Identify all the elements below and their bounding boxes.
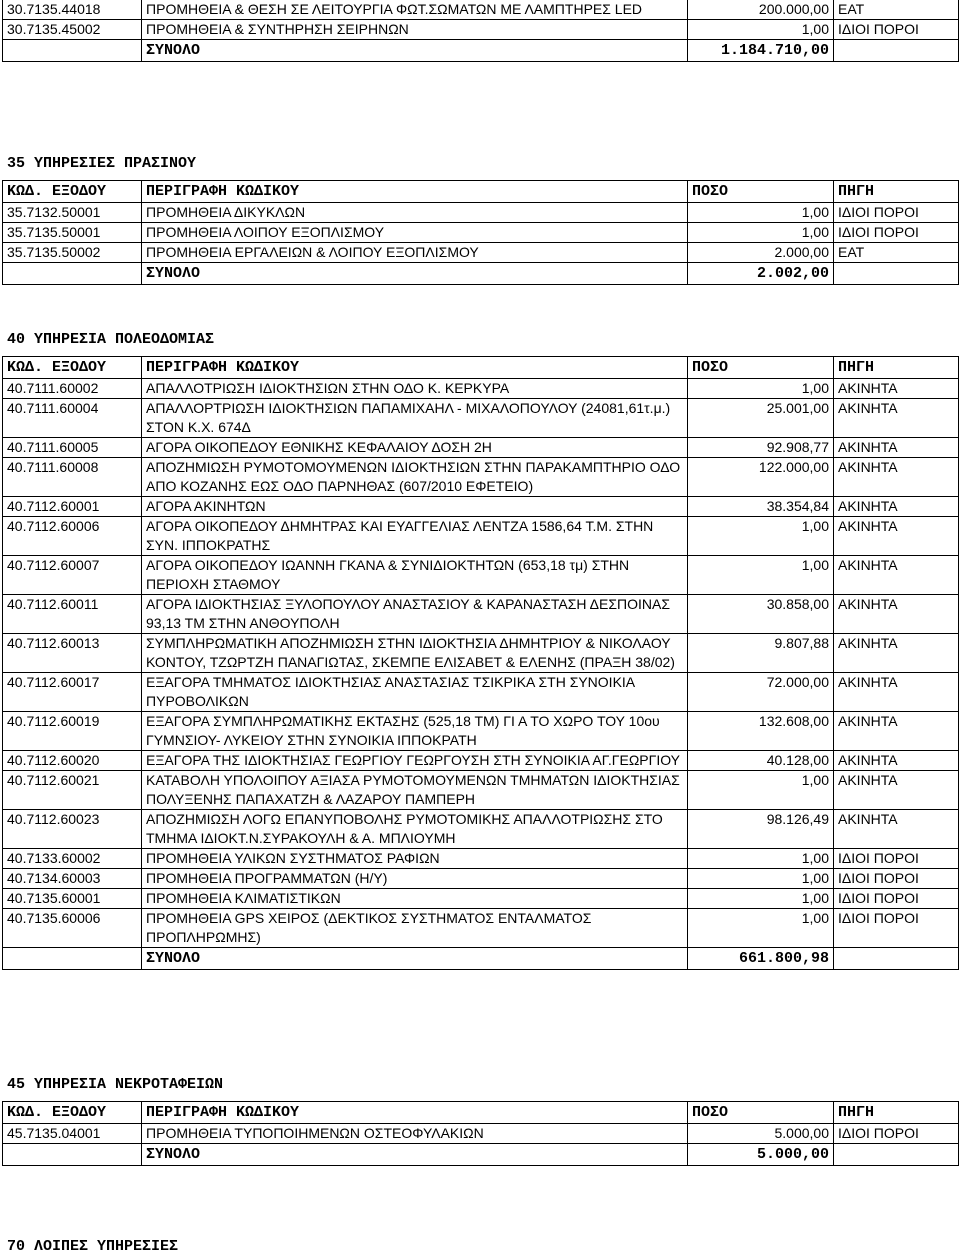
row-source: ΙΔΙΟΙ ΠΟΡΟΙ (834, 1124, 959, 1144)
row-amount: 1,00 (688, 849, 834, 869)
row-description: ΑΓΟΡΑ ΟΙΚΟΠΕΔΟΥ ΙΩΑΝΝΗ ΓΚΑΝΑ & ΣΥΝΙΔΙΟΚΤΗΤΩΝ (653,18 τμ) ΣΤΗΝ ΠΕΡΙΟΧΗ ΣΤΑΘΜΟΥ (142, 556, 688, 595)
row-description: ΑΠΟΖΗΜΙΩΣΗ ΛΟΓΩ ΕΠΑΝΥΠΟΒΟΛΗΣ ΡΥΜΟΤΟΜΙΚΗΣ ΑΠΑΛΛΟΤΡΙΩΣΗΣ ΣΤΟ ΤΜΗΜΑ ΙΔΙΟΚΤ.Ν.ΣΥΡΑΚΟΥΛΗ & Α. ΜΠΛΙΟΥΜΗ (142, 810, 688, 849)
header-source: ΠΗΓΗ (834, 1102, 959, 1124)
total-amount: 5.000,00 (688, 1144, 834, 1166)
row-code: 40.7111.60004 (3, 399, 142, 438)
section-title: 40 ΥΠΗΡΕΣΙΑ ΠΟΛΕΟΔΟΜΙΑΣ (7, 331, 215, 348)
total-row (3, 263, 959, 285)
section-table (2, 0, 959, 62)
row-code: 40.7112.60001 (3, 497, 142, 517)
total-label: ΣΥΝΟΛΟ (142, 948, 688, 970)
row-code: 30.7135.45002 (3, 20, 142, 40)
row-description: ΠΡΟΜΗΘΕΙΑ & ΘΕΣΗ ΣΕ ΛΕΙΤΟΥΡΓΙΑ ΦΩΤ.ΣΩΜΑΤΩΝ ΜΕ ΛΑΜΠΤΗΡΕΣ LED (142, 0, 688, 20)
total-label: ΣΥΝΟΛΟ (142, 263, 688, 285)
row-code: 35.7132.50001 (3, 203, 142, 223)
section-title: 35 ΥΠΗΡΕΣΙΕΣ ΠΡΑΣΙΝΟΥ (7, 155, 197, 172)
row-code: 40.7112.60006 (3, 517, 142, 556)
row-source: ΑΚΙΝΗΤΑ (834, 517, 959, 556)
row-code: 40.7134.60003 (3, 869, 142, 889)
row-description: ΣΥΜΠΛΗΡΩΜΑΤΙΚΗ ΑΠΟΖΗΜΙΩΣΗ ΣΤΗΝ ΙΔΙΟΚΤΗΣΙΑ ΔΗΜΗΤΡΙΟΥ & ΝΙΚΟΛΑΟΥ ΚΟΝΤΟΥ, ΤΖΩΡΤΖΗ ΠΑΝΑΓΙΩΤΑΣ, ΣΚΕΜΠΕ ΕΛΙΣΑΒΕΤ & ΕΛΕΝΗΣ (ΠΡΑΞΗ 38/02) (142, 634, 688, 673)
total-spacer (3, 1144, 142, 1166)
row-amount: 1,00 (688, 869, 834, 889)
row-code: 40.7112.60013 (3, 634, 142, 673)
table-row (3, 379, 959, 399)
row-description: ΑΓΟΡΑ ΙΔΙΟΚΤΗΣΙΑΣ ΞΥΛΟΠΟΥΛΟΥ ΑΝΑΣΤΑΣΙΟΥ & ΚΑΡΑΝΑΣΤΑΣΗ ΔΕΣΠΟΙΝΑΣ 93,13 ΤΜ ΣΤΗΝ ΑΝΘΟΥΠΟΛΗ (142, 595, 688, 634)
row-amount: 1,00 (688, 203, 834, 223)
row-amount: 98.126,49 (688, 810, 834, 849)
table-row (3, 399, 959, 438)
row-code: 40.7112.60021 (3, 771, 142, 810)
row-code: 40.7111.60008 (3, 458, 142, 497)
total-spacer (834, 40, 959, 62)
row-amount: 92.908,77 (688, 438, 834, 458)
row-description: ΚΑΤΑΒΟΛΗ ΥΠΟΛΟΙΠΟΥ ΑΞΙΑΣΑ ΡΥΜΟΤΟΜΟΥΜΕΝΩΝ ΤΜΗΜΑΤΩΝ ΙΔΙΟΚΤΗΣΙΑΣ ΠΟΛΥΞΕΝΗΣ ΠΑΠΑΧΑΤΖΗ & ΛΑΖΑΡΟΥ ΠΑΜΠΕΡΗ (142, 771, 688, 810)
row-source: ΙΔΙΟΙ ΠΟΡΟΙ (834, 203, 959, 223)
row-code: 40.7112.60020 (3, 751, 142, 771)
total-row (3, 40, 959, 62)
row-description: ΠΡΟΜΗΘΕΙΑ ΕΡΓΑΛΕΙΩΝ & ΛΟΙΠΟΥ ΕΞΟΠΛΙΣΜΟΥ (142, 243, 688, 263)
table-row (3, 203, 959, 223)
table-row (3, 849, 959, 869)
row-amount: 72.000,00 (688, 673, 834, 712)
total-amount: 1.184.710,00 (688, 40, 834, 62)
total-spacer (834, 263, 959, 285)
row-description: ΠΡΟΜΗΘΕΙΑ ΥΛΙΚΩΝ ΣΥΣΤΗΜΑΤΟΣ ΡΑΦΙΩΝ (142, 849, 688, 869)
total-amount: 661.800,98 (688, 948, 834, 970)
row-code: 40.7135.60006 (3, 909, 142, 948)
table-row (3, 889, 959, 909)
table-header-row (3, 1102, 959, 1124)
row-code: 40.7112.60011 (3, 595, 142, 634)
table-row (3, 634, 959, 673)
row-source: ΑΚΙΝΗΤΑ (834, 379, 959, 399)
total-spacer (3, 263, 142, 285)
row-code: 40.7111.60002 (3, 379, 142, 399)
table-row (3, 0, 959, 20)
row-description: ΑΠΟΖΗΜΙΩΣΗ ΡΥΜΟΤΟΜΟΥΜΕΝΩΝ ΙΔΙΟΚΤΗΣΙΩΝ ΣΤΗΝ ΠΑΡΑΚΑΜΠΤΗΡΙΟ ΟΔΟ ΑΠΟ ΚΟΖΑΝΗΣ ΕΩΣ ΟΔΟ ΠΑΡΝΗΘΑΣ (607/2010 ΕΦΕΤΕΙΟ) (142, 458, 688, 497)
header-source: ΠΗΓΗ (834, 181, 959, 203)
row-source: ΙΔΙΟΙ ΠΟΡΟΙ (834, 20, 959, 40)
header-description: ΠΕΡΙΓΡΑΦΗ ΚΩΔΙΚΟΥ (142, 1102, 688, 1124)
row-description: ΑΓΟΡΑ ΑΚΙΝΗΤΩΝ (142, 497, 688, 517)
table-header-row (3, 357, 959, 379)
table-row (3, 243, 959, 263)
row-code: 45.7135.04001 (3, 1124, 142, 1144)
row-source: ΙΔΙΟΙ ΠΟΡΟΙ (834, 223, 959, 243)
row-description: ΕΞΑΓΟΡΑ ΣΥΜΠΛΗΡΩΜΑΤΙΚΗΣ ΕΚΤΑΣΗΣ (525,18 ΤΜ) ΓΙ Α ΤΟ ΧΩΡΟ ΤΟΥ 10ου ΓΥΜΝΣΙΟΥ- ΛΥΚΕΙΟΥ ΣΤΗΝ ΣΥΝΟΙΚΙΑ ΙΠΠΟΚΡΑΤΗ (142, 712, 688, 751)
header-amount: ΠΟΣΟ (688, 357, 834, 379)
table-row (3, 20, 959, 40)
row-amount: 9.807,88 (688, 634, 834, 673)
row-source: ΑΚΙΝΗΤΑ (834, 771, 959, 810)
row-code: 40.7112.60023 (3, 810, 142, 849)
table-row (3, 771, 959, 810)
row-description: ΠΡΟΜΗΘΕΙΑ ΤΥΠΟΠΟΙΗΜΕΝΩΝ ΟΣΤΕΟΦΥΛΑΚΙΩΝ (142, 1124, 688, 1144)
row-code: 35.7135.50001 (3, 223, 142, 243)
table-row (3, 909, 959, 948)
table-row (3, 712, 959, 751)
section-table (2, 1101, 959, 1166)
row-code: 40.7112.60019 (3, 712, 142, 751)
table-row (3, 869, 959, 889)
row-amount: 1,00 (688, 771, 834, 810)
section-title: 45 ΥΠΗΡΕΣΙΑ ΝΕΚΡΟΤΑΦΕΙΩΝ (7, 1076, 224, 1093)
section-table (2, 356, 959, 970)
row-amount: 40.128,00 (688, 751, 834, 771)
total-spacer (834, 948, 959, 970)
header-code: ΚΩΔ. ΕΞΟΔΟΥ (3, 181, 142, 203)
table-row (3, 497, 959, 517)
row-source: ΑΚΙΝΗΤΑ (834, 595, 959, 634)
row-amount: 122.000,00 (688, 458, 834, 497)
row-description: ΕΞΑΓΟΡΑ ΤΗΣ ΙΔΙΟΚΤΗΣΙΑΣ ΓΕΩΡΓΙΟΥ ΓΕΩΡΓΟΥΣΗ ΣΤΗ ΣΥΝΟΙΚΙΑ ΑΓ.ΓΕΩΡΓΙΟΥ (142, 751, 688, 771)
row-source: ΑΚΙΝΗΤΑ (834, 810, 959, 849)
table-row (3, 751, 959, 771)
section-table (2, 180, 959, 285)
row-amount: 1,00 (688, 223, 834, 243)
header-code: ΚΩΔ. ΕΞΟΔΟΥ (3, 1102, 142, 1124)
total-spacer (3, 40, 142, 62)
total-row (3, 948, 959, 970)
row-source: ΙΔΙΟΙ ΠΟΡΟΙ (834, 889, 959, 909)
row-code: 35.7135.50002 (3, 243, 142, 263)
table-row (3, 810, 959, 849)
row-amount: 1,00 (688, 20, 834, 40)
row-code: 40.7112.60017 (3, 673, 142, 712)
row-amount: 2.000,00 (688, 243, 834, 263)
header-description: ΠΕΡΙΓΡΑΦΗ ΚΩΔΙΚΟΥ (142, 181, 688, 203)
row-amount: 5.000,00 (688, 1124, 834, 1144)
row-amount: 1,00 (688, 556, 834, 595)
table-row (3, 223, 959, 243)
row-amount: 25.001,00 (688, 399, 834, 438)
row-amount: 30.858,00 (688, 595, 834, 634)
total-label: ΣΥΝΟΛΟ (142, 40, 688, 62)
row-description: ΠΡΟΜΗΘΕΙΑ ΚΛΙΜΑΤΙΣΤΙΚΩΝ (142, 889, 688, 909)
row-source: ΑΚΙΝΗΤΑ (834, 712, 959, 751)
table-row (3, 595, 959, 634)
row-amount: 1,00 (688, 909, 834, 948)
row-description: ΑΠΑΛΛΟΡΤΡΙΩΣΗ ΙΔΙΟΚΤΗΣΙΩΝ ΠΑΠΑΜΙΧΑΗΛ - ΜΙΧΑΛΟΠΟΥΛΟΥ (24081,61τ.μ.) ΣΤΟΝ Κ.Χ. 674Δ (142, 399, 688, 438)
row-amount: 1,00 (688, 889, 834, 909)
table-header-row (3, 181, 959, 203)
row-source: ΙΔΙΟΙ ΠΟΡΟΙ (834, 909, 959, 948)
header-source: ΠΗΓΗ (834, 357, 959, 379)
row-amount: 1,00 (688, 517, 834, 556)
row-description: ΑΓΟΡΑ ΟΙΚΟΠΕΔΟΥ ΔΗΜΗΤΡΑΣ ΚΑΙ ΕΥΑΓΓΕΛΙΑΣ ΛΕΝΤΖΑ 1586,64 Τ.Μ. ΣΤΗΝ ΣΥΝ. ΙΠΠΟΚΡΑΤΗΣ (142, 517, 688, 556)
section-title: 70 ΛΟΙΠΕΣ ΥΠΗΡΕΣΙΕΣ (7, 1238, 179, 1255)
table-row (3, 1124, 959, 1144)
row-code: 40.7112.60007 (3, 556, 142, 595)
table-row (3, 556, 959, 595)
row-amount: 1,00 (688, 379, 834, 399)
header-amount: ΠΟΣΟ (688, 1102, 834, 1124)
row-source: ΑΚΙΝΗΤΑ (834, 556, 959, 595)
row-source: ΑΚΙΝΗΤΑ (834, 673, 959, 712)
row-description: ΑΠΑΛΛΟΤΡΙΩΣΗ ΙΔΙΟΚΤΗΣΙΩΝ ΣΤΗΝ ΟΔΟ Κ. ΚΕΡΚΥΡΑ (142, 379, 688, 399)
row-amount: 38.354,84 (688, 497, 834, 517)
row-code: 40.7133.60002 (3, 849, 142, 869)
row-source: ΑΚΙΝΗΤΑ (834, 438, 959, 458)
row-source: ΑΚΙΝΗΤΑ (834, 458, 959, 497)
total-spacer (834, 1144, 959, 1166)
row-source: ΙΔΙΟΙ ΠΟΡΟΙ (834, 869, 959, 889)
total-amount: 2.002,00 (688, 263, 834, 285)
row-code: 40.7135.60001 (3, 889, 142, 909)
row-code: 30.7135.44018 (3, 0, 142, 20)
table-row (3, 458, 959, 497)
row-amount: 132.608,00 (688, 712, 834, 751)
row-code: 40.7111.60005 (3, 438, 142, 458)
row-source: ΕΑΤ (834, 243, 959, 263)
header-description: ΠΕΡΙΓΡΑΦΗ ΚΩΔΙΚΟΥ (142, 357, 688, 379)
row-source: ΑΚΙΝΗΤΑ (834, 751, 959, 771)
row-description: ΕΞΑΓΟΡΑ ΤΜΗΜΑΤΟΣ ΙΔΙΟΚΤΗΣΙΑΣ ΑΝΑΣΤΑΣΙΑΣ ΤΣΙΚΡΙΚΑ ΣΤΗ ΣΥΝΟΙΚΙΑ ΠΥΡΟΒΟΛΙΚΩΝ (142, 673, 688, 712)
row-source: ΕΑΤ (834, 0, 959, 20)
row-description: ΠΡΟΜΗΘΕΙΑ & ΣΥΝΤΗΡΗΣΗ ΣΕΙΡΗΝΩΝ (142, 20, 688, 40)
row-amount: 200.000,00 (688, 0, 834, 20)
header-code: ΚΩΔ. ΕΞΟΔΟΥ (3, 357, 142, 379)
table-row (3, 673, 959, 712)
row-source: ΙΔΙΟΙ ΠΟΡΟΙ (834, 849, 959, 869)
total-spacer (3, 948, 142, 970)
row-source: ΑΚΙΝΗΤΑ (834, 399, 959, 438)
table-row (3, 438, 959, 458)
row-description: ΑΓΟΡΑ ΟΙΚΟΠΕΔΟΥ ΕΘΝΙΚΗΣ ΚΕΦΑΛΑΙΟΥ ΔΟΣΗ 2Η (142, 438, 688, 458)
row-description: ΠΡΟΜΗΘΕΙΑ ΛΟΙΠΟΥ ΕΞΟΠΛΙΣΜΟΥ (142, 223, 688, 243)
row-source: ΑΚΙΝΗΤΑ (834, 634, 959, 673)
row-source: ΑΚΙΝΗΤΑ (834, 497, 959, 517)
row-description: ΠΡΟΜΗΘΕΙΑ ΔΙΚΥΚΛΩΝ (142, 203, 688, 223)
row-description: ΠΡΟΜΗΘΕΙΑ ΠΡΟΓΡΑΜΜΑΤΩΝ (Η/Υ) (142, 869, 688, 889)
row-description: ΠΡΟΜΗΘΕΙΑ GPS ΧΕΙΡΟΣ (ΔΕΚΤΙΚΟΣ ΣΥΣΤΗΜΑΤΟΣ ΕΝΤΑΛΜΑΤΟΣ ΠΡΟΠΛΗΡΩΜΗΣ) (142, 909, 688, 948)
header-amount: ΠΟΣΟ (688, 181, 834, 203)
total-label: ΣΥΝΟΛΟ (142, 1144, 688, 1166)
total-row (3, 1144, 959, 1166)
table-row (3, 517, 959, 556)
